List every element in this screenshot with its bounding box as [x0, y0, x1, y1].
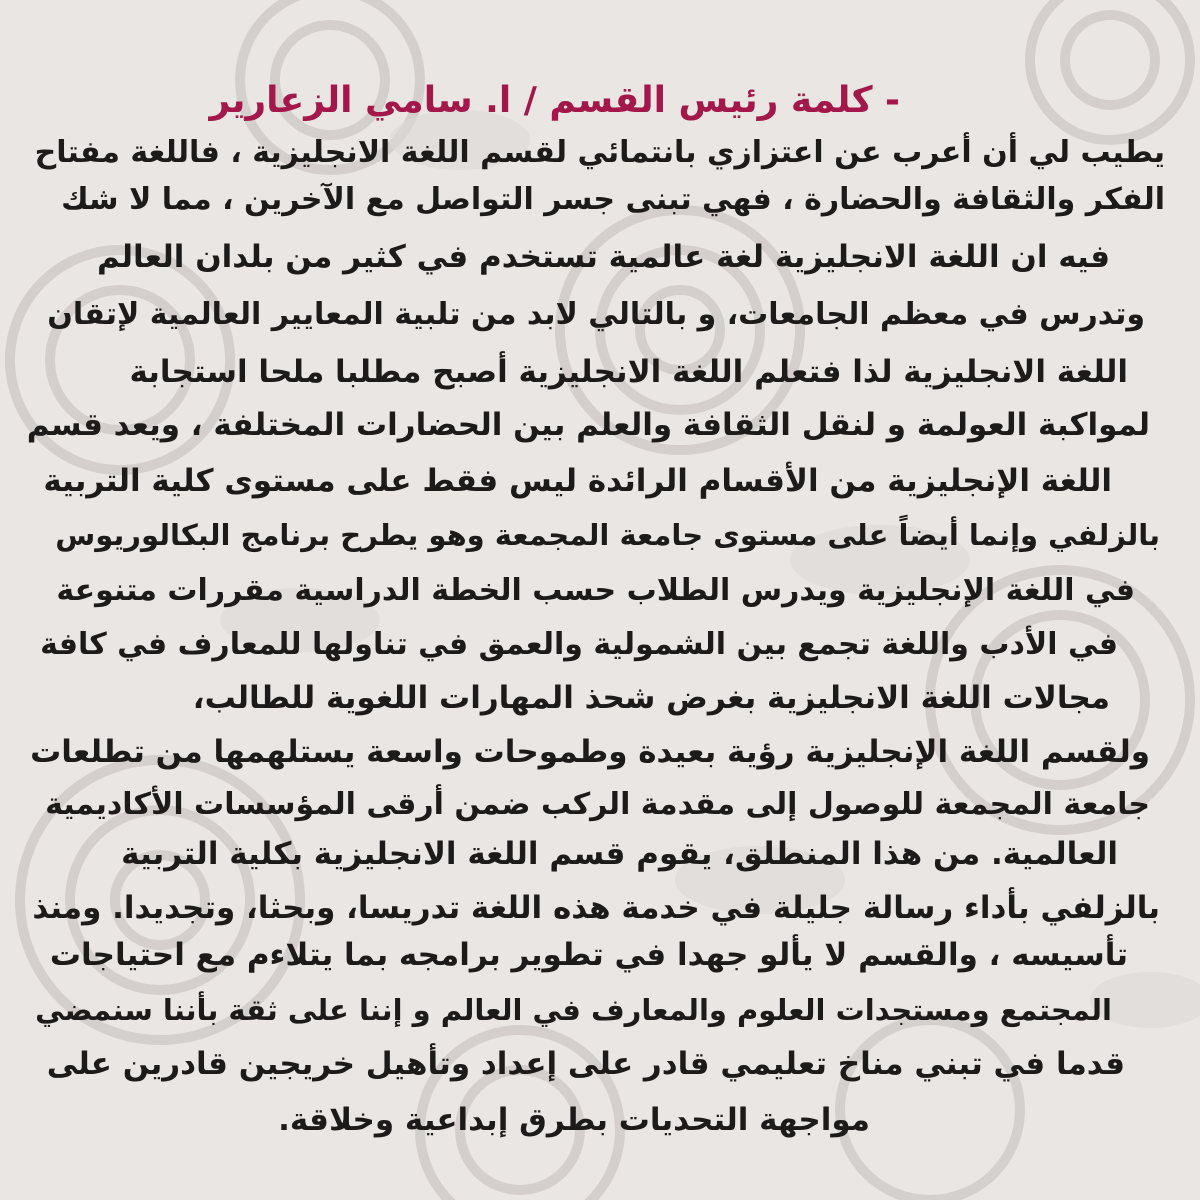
paragraph-line: مجالات اللغة الانجليزية بغرض شحذ المهارات اللغوية للطالب، [192, 680, 1110, 716]
paragraph-line: المجتمع ومستجدات العلوم والمعارف في العالم و إننا على ثقة بأننا سنمضي [35, 993, 1112, 1027]
paragraph-line: اللغة الإنجليزية من الأقسام الرائدة ليس فقط على مستوى كلية التربية [43, 463, 1112, 499]
page-title: - كلمة رئيس القسم / ا. سامي الزعارير [209, 80, 900, 121]
paragraph-line: في اللغة الإنجليزية ويدرس الطلاب حسب الخطة الدراسية مقررات متنوعة [56, 573, 1135, 608]
paragraph-line: الفكر والثقافة والحضارة ، فهي تبنى جسر التواصل مع الآخرين ، مما لا شك [61, 182, 1165, 217]
paragraph-line: قدما في تبني مناخ تعليمي قادر على إعداد وتأهيل خريجين قادرين على [46, 1046, 1125, 1082]
paragraph-line: بالزلفي وإنما أيضاً على مستوى جامعة المجمعة وهو يطرح برنامج البكالوريوس [55, 518, 1160, 552]
paragraph-line: ولقسم اللغة الإنجليزية رؤية بعيدة وطموحات واسعة يستلهمها من تطلعات [30, 734, 1150, 770]
paragraph-line: العالمية. من هذا المنطلق، يقوم قسم اللغة الانجليزية بكلية التربية [121, 836, 1118, 872]
paragraph-line: فيه ان اللغة الانجليزية لغة عالمية تستخدم في كثير من بلدان العالم [97, 239, 1110, 275]
paragraph-line: اللغة الانجليزية لذا فتعلم اللغة الانجليزية أصبح مطلبا ملحا استجابة [129, 354, 1128, 390]
paragraph-line: يطيب لي أن أعرب عن اعتزازي بانتمائي لقسم اللغة الانجليزية ، فاللغة مفتاح [34, 135, 1165, 170]
paragraph-line: بالزلفي بأداء رسالة جليلة في خدمة هذه اللغة تدريسا، وبحثا، وتجديدا. ومنذ [32, 890, 1160, 926]
paragraph-line: جامعة المجمعة للوصول إلى مقدمة الركب ضمن أرقى المؤسسات الأكاديمية [45, 787, 1150, 822]
paragraph-line: في الأدب واللغة تجمع بين الشمولية والعمق في تناولها للمعارف في كافة [40, 627, 1118, 662]
paragraph-line: لمواكبة العولمة و لنقل الثقافة والعلم بين الحضارات المختلفة ، ويعد قسم [26, 407, 1150, 443]
paragraph-line: مواجهة التحديات بطرق إبداعية وخلاقة. [278, 1102, 870, 1138]
paragraph-line: وتدرس في معظم الجامعات، و بالتالي لابد من تلبية المعايير العالمية لإتقان [47, 297, 1145, 332]
paragraph-line: تأسيسه ، والقسم لا يألو جهدا في تطوير برامجه بما يتلاءم مع احتياجات [49, 937, 1128, 973]
